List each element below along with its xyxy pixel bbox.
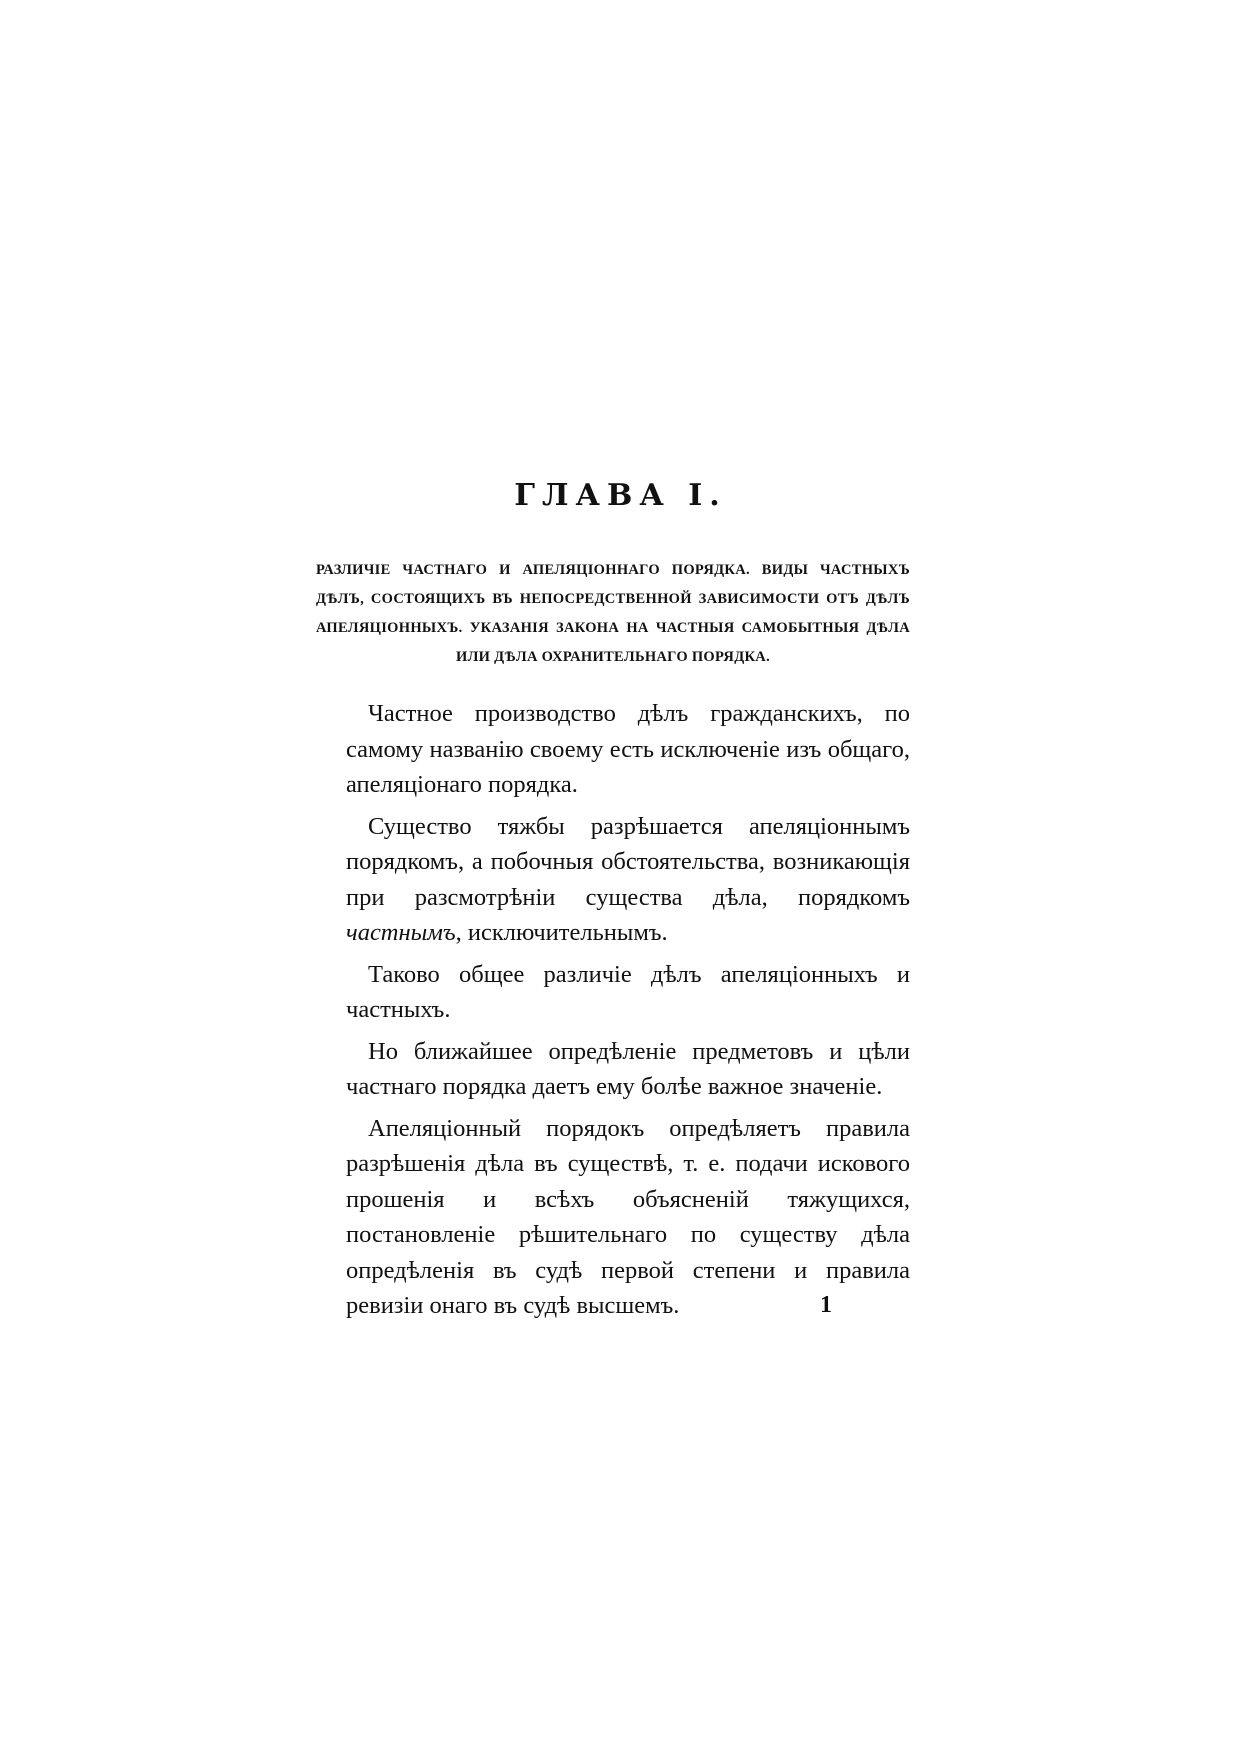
paragraph-2-emphasis: частнымъ [346, 919, 456, 946]
paragraph-2-text-after: , исключительнымъ. [455, 919, 668, 946]
paragraph-3: Таково общее различіе дѣлъ апеляціонныхъ и частныхъ. [346, 960, 910, 1023]
chapter-body [346, 696, 910, 1330]
paragraph-1: Частное производство дѣлъ гражданскихъ, по самому названію своему есть исключеніе изъ общаго, апеляціонаго порядка. [346, 700, 910, 798]
paragraph-2 [346, 809, 910, 951]
paragraph-5: Апеляціонный порядокъ опредѣляетъ правила разрѣшенія дѣла въ существѣ, т. е. подачи искового прошенія и всѣхъ объясненій тяжущихся, постановленіе рѣшительнаго по существу дѣла опредѣленія въ судѣ первой степени и правила ревизіи онаго въ судѣ высшемъ. [346, 1114, 910, 1319]
paragraph-2-text-before: Существо тяжбы разрѣшается апеляціоннымъ порядкомъ, а побочныя обстоятельства, возникающія при разсмотрѣніи существа дѣла, порядкомъ [346, 812, 910, 911]
chapter-title: ГЛАВА I. [514, 478, 727, 513]
chapter-summary: РАЗЛИЧІЕ ЧАСТНАГО И АПЕЛЯЦІОННАГО ПОРЯДКА. ВИДЫ ЧАСТНЫХЪ ДѢЛЪ, СОСТОЯЩИХЪ ВЪ НЕПОСРЕДСТВЕННОЙ ЗАВИСИМОСТИ ОТЪ ДѢЛЪ АПЕЛЯЦІОННЫХЪ. УКАЗАНІЯ ЗАКОНА НА ЧАСТНЫЯ САМОБЫТНЫЯ ДѢЛА ИЛИ ДѢЛА ОХРАНИТЕЛЬНАГО ПОРЯДКА. [316, 562, 910, 665]
page-number: 1 [820, 1292, 832, 1318]
paragraph-4: Но ближайшее опредѣленіе предметовъ и цѣли частнаго порядка даетъ ему болѣе важное значеніе. [346, 1037, 910, 1100]
